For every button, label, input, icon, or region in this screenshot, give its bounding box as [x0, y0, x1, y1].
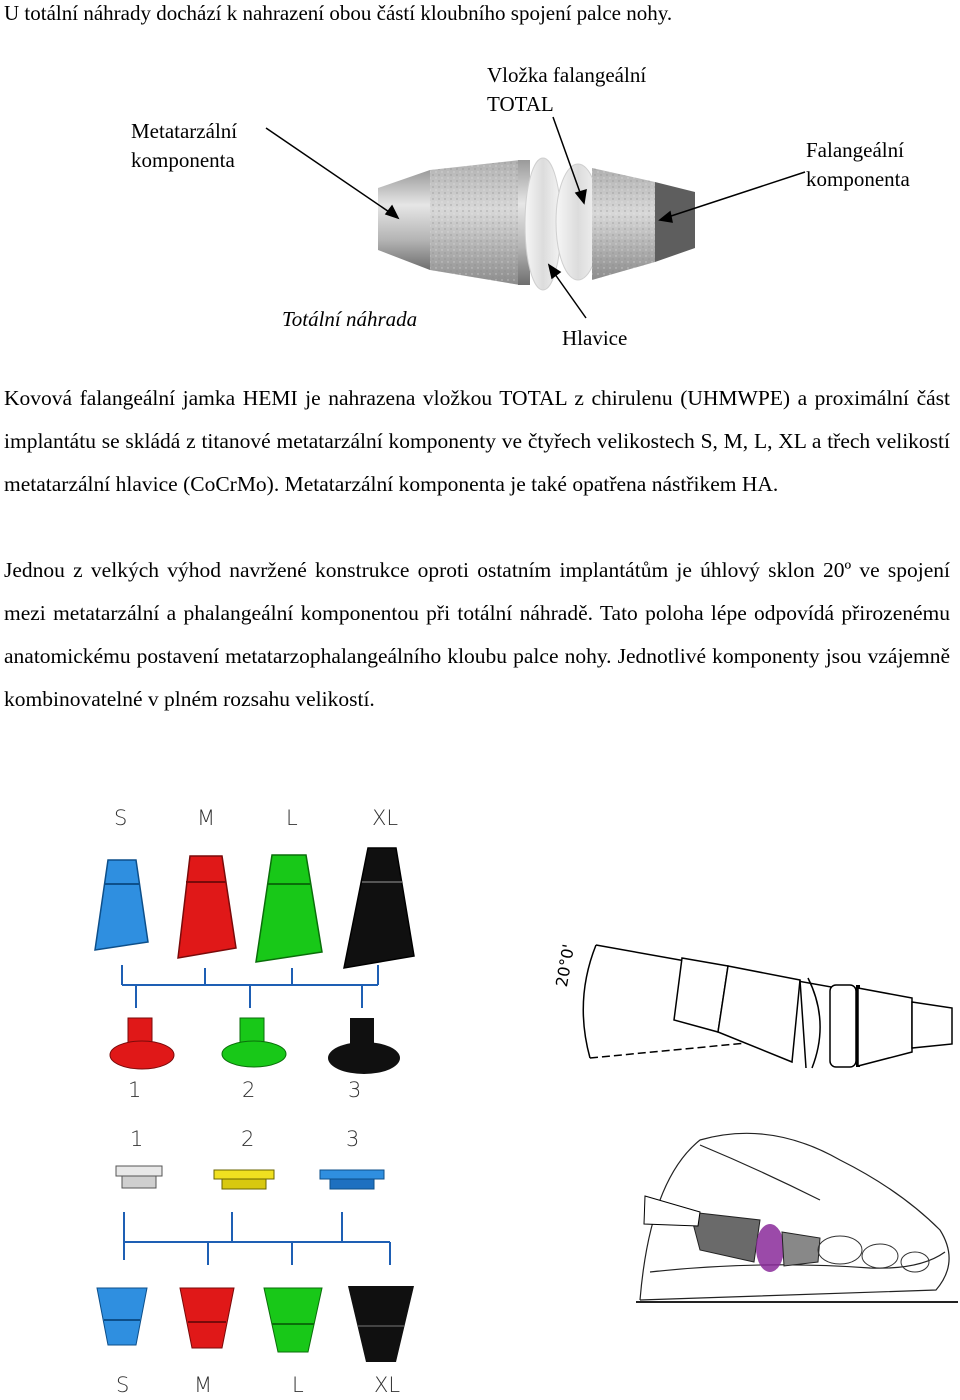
label-metatarsal-1: Metatarzální	[131, 119, 238, 143]
cup-label-l: L	[292, 1373, 304, 1397]
intro-text: U totální náhrady dochází k nahrazení obou částí kloubního spojení palce nohy.	[4, 1, 673, 25]
head-label-2: 2	[242, 1078, 256, 1102]
insert-label-3: 3	[346, 1127, 360, 1151]
foot-insert	[756, 1224, 784, 1272]
size-label-m: M	[197, 806, 216, 830]
size-label-s: S	[114, 806, 128, 830]
insert-label-2: 2	[241, 1127, 255, 1151]
label-metatarsal-2: komponenta	[131, 148, 235, 172]
label-insert-1: Vložka falangeální	[487, 63, 647, 87]
cup-label-m: M	[194, 1373, 213, 1397]
foot-cone-implant	[690, 1212, 760, 1262]
label-phalangeal-2: komponenta	[806, 167, 910, 191]
cup-label-s: S	[116, 1373, 130, 1397]
size-label-l: L	[286, 806, 298, 830]
paragraph-1: Kovová falangeální jamka HEMI je nahrazena vložkou TOTAL z chirulenu (UHMWPE) a proximální část implantátu se skládá z titanové metatarzální komponenty ve čtyřech velikostech S, M, L, XL a třech velikostí metatarzální hlavice (CoCrMo). Metatarzální komponenta je také opatřena nástřikem HA.	[4, 386, 950, 496]
paragraph-2: Jednou z velkých výhod navržené konstrukce oproti ostatním implantátům je úhlový sklon 20º ve spojení mezi metatarzální a phalangeální komponentou při totální náhradě. Tato poloha lépe odpovídá přirozenému anatomickému postavení metatarzophalangeálního kloubu palce nohy. Jednotlivé komponenty jsou vzájemně kombinovatelné v plném rozsahu velikostí.	[4, 558, 950, 711]
size-label-xl: XL	[372, 806, 399, 830]
insert-label-1: 1	[130, 1127, 144, 1151]
angle-label: 20°0'	[552, 942, 579, 989]
label-insert-2: TOTAL	[487, 92, 554, 116]
head-label-3: 3	[348, 1078, 362, 1102]
label-head: Hlavice	[562, 326, 628, 350]
cup-label-xl: XL	[374, 1373, 401, 1397]
head-label-1: 1	[128, 1078, 142, 1102]
label-total-replacement: Totální náhrada	[282, 307, 418, 331]
label-phalangeal-1: Falangeální	[806, 138, 904, 162]
